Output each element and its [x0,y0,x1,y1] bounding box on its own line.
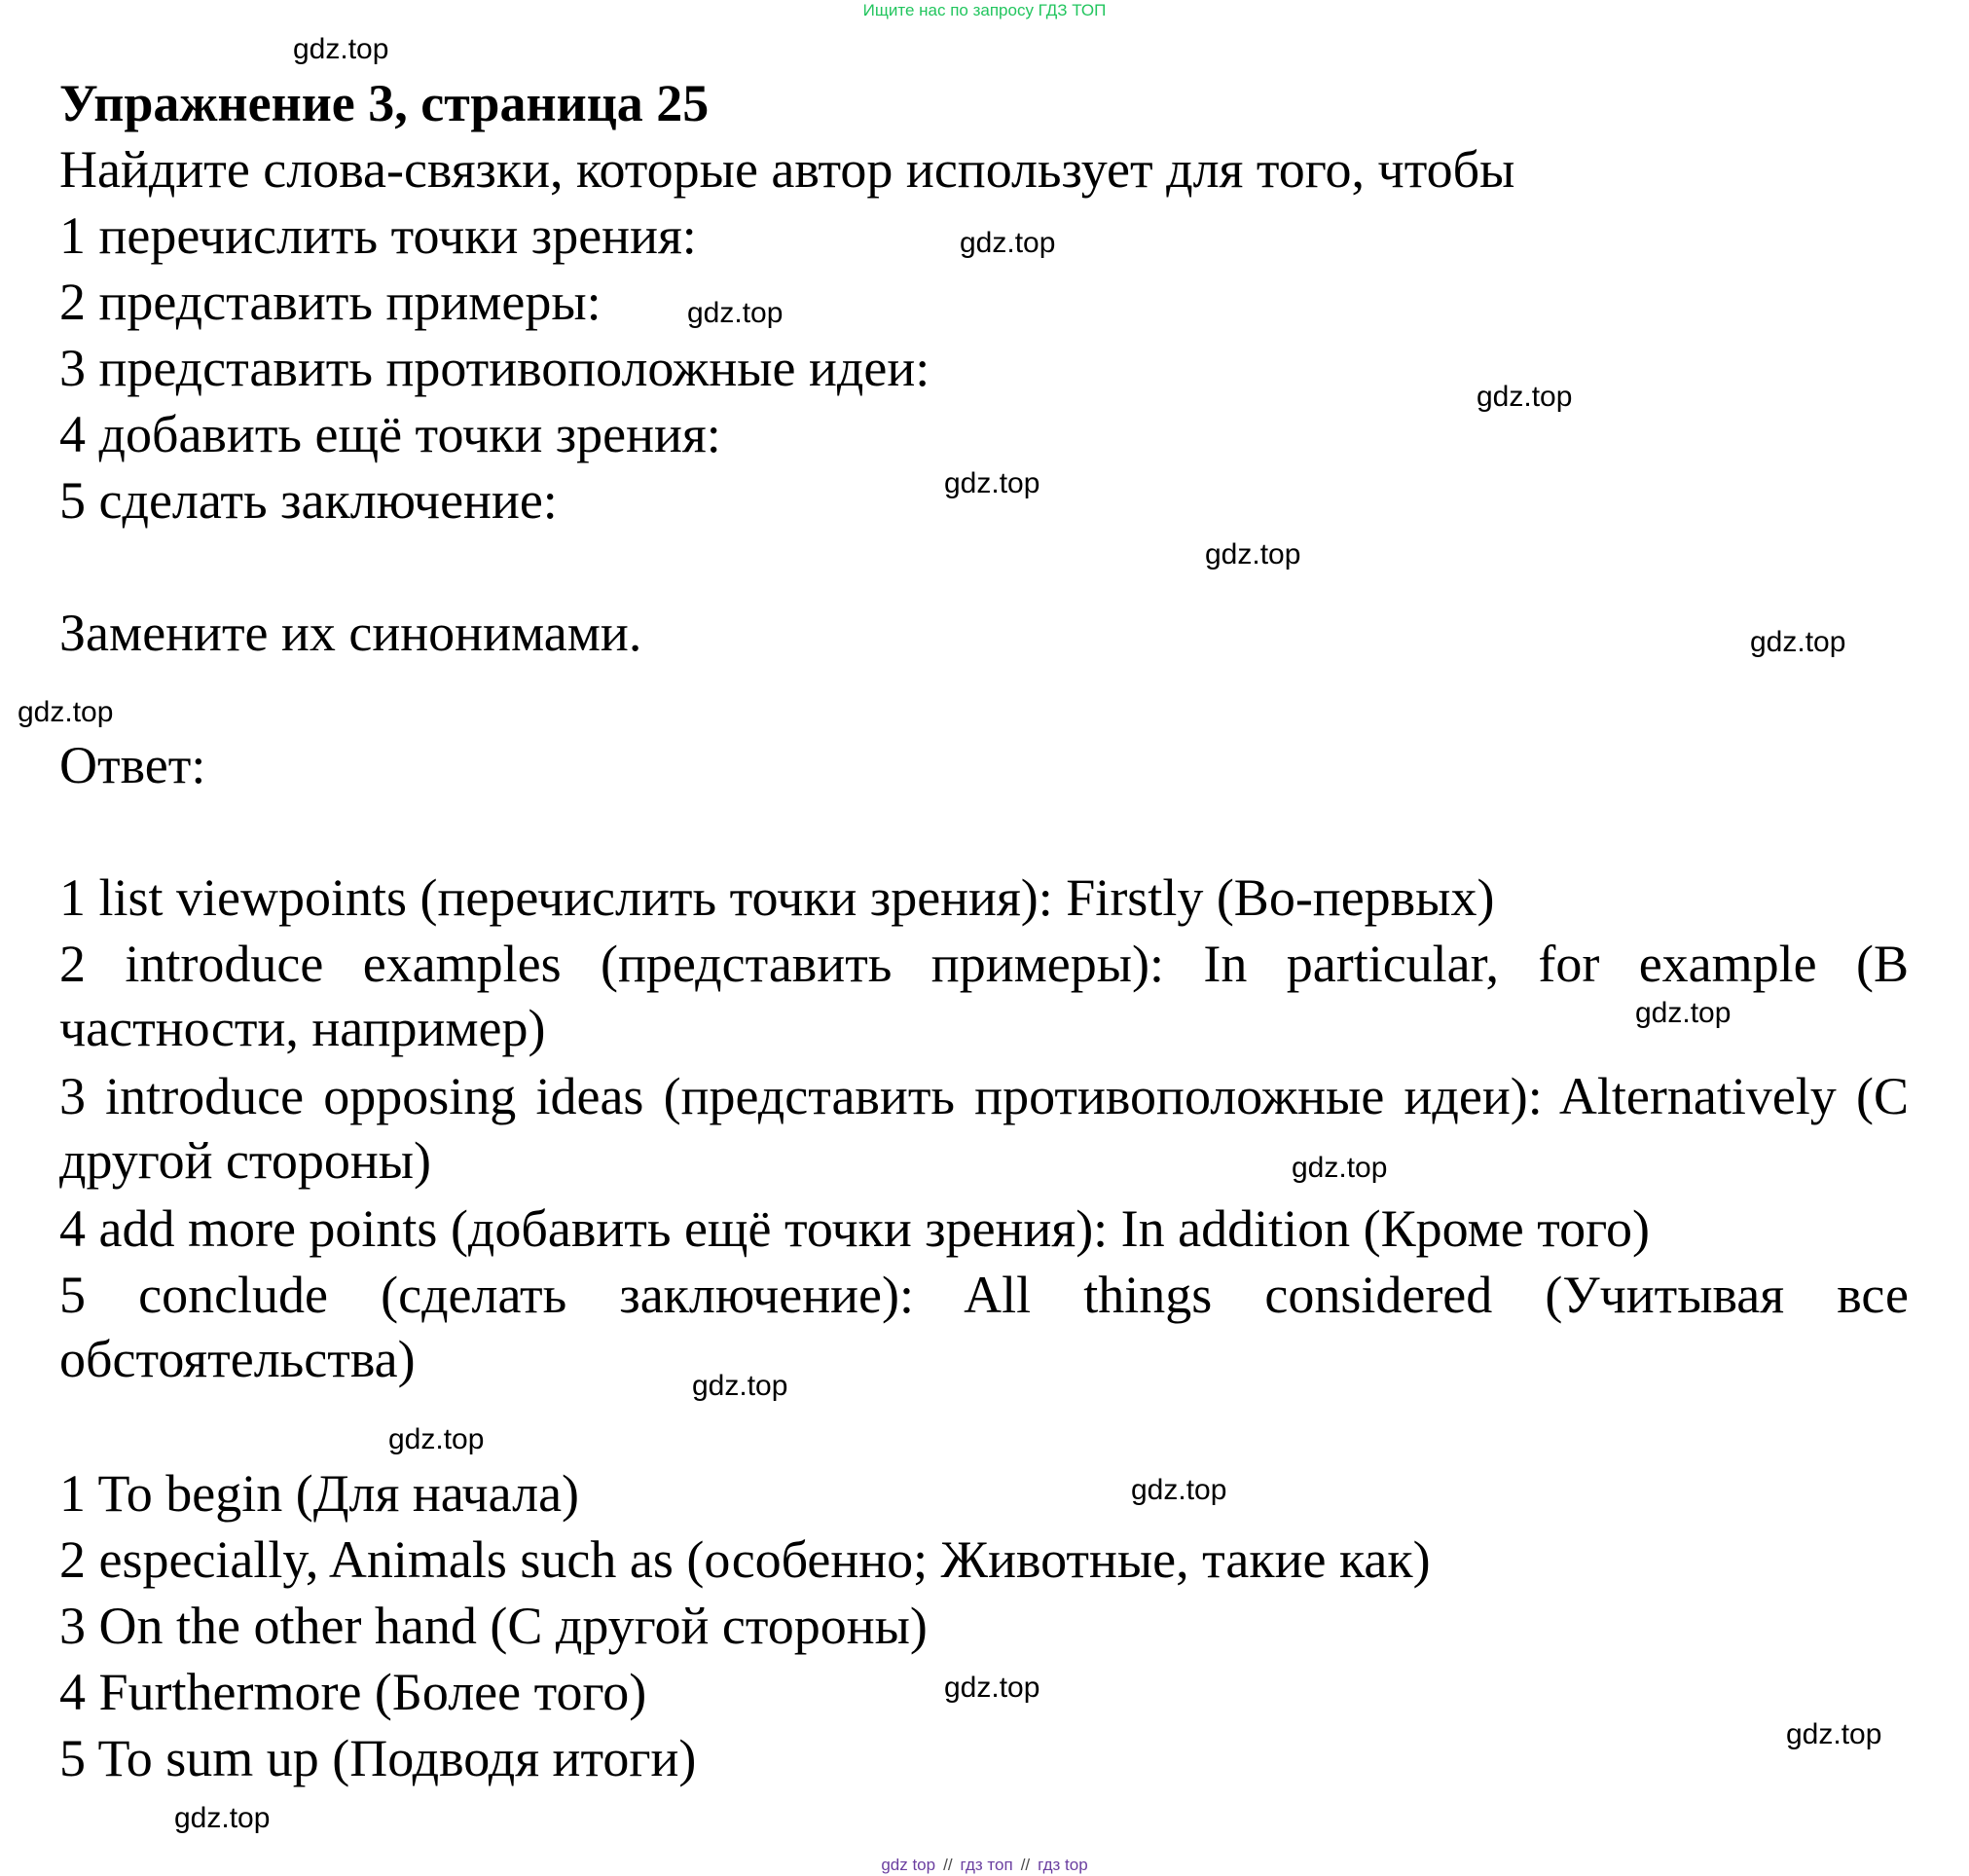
watermark: gdz.top [960,227,1056,259]
watermark: gdz.top [1635,997,1732,1029]
answer-item: 3 introduce opposing ideas (представить противоположные идеи): Alternatively (С другой стороны) [59,1067,1909,1190]
answer-item: 5 conclude (сделать заключение): All things considered (Учитывая все обстоятельства) [59,1266,1909,1388]
synonym-item: 1 To begin (Для начала) [59,1464,580,1523]
task-item: 5 сделать заключение: [59,471,558,530]
footer [0,1855,1969,1876]
watermark: gdz.top [174,1802,271,1834]
watermark: gdz.top [1786,1718,1882,1750]
synonym-item: 4 Furthermore (Более того) [59,1663,647,1721]
task-item: 1 перечислить точки зрения: [59,206,697,265]
answer-item: 4 add more points (добавить ещё точки зрения): In addition (Кроме того) [59,1199,1650,1258]
watermark: gdz.top [293,33,389,65]
watermark: gdz.top [1477,381,1573,413]
watermark: gdz.top [687,297,784,329]
answer-label: Ответ: [59,736,206,794]
task-item: 2 представить примеры: [59,273,602,331]
watermark: gdz.top [1131,1474,1227,1506]
synonym-item: 2 especially, Animals such as (особенно; Животные, такие как) [59,1530,1431,1589]
watermark: gdz.top [1205,538,1301,570]
exercise-title: Упражнение 3, страница 25 [59,74,710,132]
exercise-intro: Найдите слова-связки, которые автор использует для того, чтобы [59,140,1515,199]
footer-link[interactable]: гдз топ [960,1856,1013,1874]
task-item: 4 добавить ещё точки зрения: [59,405,721,463]
footer-link[interactable]: gdz top [881,1856,936,1874]
watermark: gdz.top [944,1672,1040,1704]
watermark: gdz.top [1292,1152,1388,1184]
answer-item: 1 list viewpoints (перечислить точки зрения): Firstly (Во-первых) [59,868,1495,927]
synonym-item: 5 To sum up (Подводя итоги) [59,1729,697,1787]
footer-separator: // [943,1856,953,1874]
task-item: 3 представить противоположные идеи: [59,339,930,397]
watermark: gdz.top [388,1423,485,1455]
footer-link[interactable]: гдз top [1038,1856,1088,1874]
footer-separator: // [1020,1856,1031,1874]
replace-instruction: Замените их синонимами. [59,604,642,662]
synonym-item: 3 On the other hand (С другой стороны) [59,1597,928,1655]
watermark: gdz.top [692,1370,788,1402]
watermark: gdz.top [1750,626,1846,658]
watermark: gdz.top [944,467,1040,499]
answer-item: 2 introduce examples (представить примеры): In particular, for example (В частности, например) [59,935,1909,1057]
watermark: gdz.top [18,696,114,728]
top-banner: Ищите нас по запросу ГДЗ ТОП [862,1,1107,19]
